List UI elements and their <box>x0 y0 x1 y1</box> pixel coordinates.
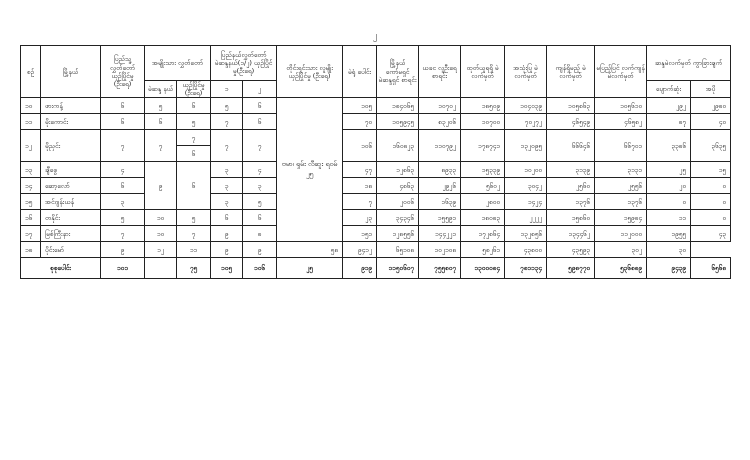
cell-used: ၁၀၄၀၃၉ <box>505 98 547 114</box>
cell-amyotha-2: ၇ <box>177 226 211 242</box>
header-booths: မဲရုံ ပေါင်း <box>343 46 377 98</box>
cell-no: ၁၇ <box>21 226 41 242</box>
header-state: ပြည်နယ်လွှတ်တော် မဲဆန္ဒနယ်(၁/၂) ယှဉ်ပြိုင်မှု(ဦးရေ) <box>211 46 277 81</box>
total-issued: ၁၃၀၀၀၈၄ <box>461 258 505 279</box>
cell-amyotha-2: ၇ <box>177 130 211 146</box>
cell-returned: ၁၅၉၈၄ <box>595 210 647 226</box>
cell-amyotha-2: ၅ <box>177 114 211 130</box>
cell-extra: ၀ <box>691 178 731 194</box>
table-row <box>21 162 731 178</box>
cell-lost: ၀ <box>647 194 691 210</box>
cell-state-1: ၅ <box>211 98 243 114</box>
cell-pyithu: ၇ <box>101 130 145 162</box>
cell-township: ပိုင်းမော် <box>41 242 101 258</box>
cell-township: မိုညှင်း <box>41 130 101 162</box>
cell-remaining: ၁၃၇၆ <box>547 194 595 210</box>
cell-booths: ၁၈ <box>343 178 377 194</box>
cell-booths: ၁၅၁ <box>343 226 377 242</box>
cell-returned: ၄၃၅၉၃ <box>547 242 595 258</box>
cell-state-2: ၇ <box>243 130 277 162</box>
cell-remaining: ၄၃၈၀၀ <box>505 242 547 258</box>
total-label: စုစုပေါင်း <box>21 258 101 279</box>
total-lost: ၉၄၃၉ <box>647 258 691 279</box>
cell-lost: ၁၉၅၅ <box>647 226 691 242</box>
table-row <box>21 114 731 130</box>
total-row <box>21 258 731 279</box>
cell-pyithu: ၆ <box>101 114 145 130</box>
cell-state-1: ၃ <box>211 178 243 194</box>
cell-issued: ၁၇၈၇၄၁ <box>461 130 505 162</box>
header-difference: ဆန္ဒမဲလက်မှတ် ကွာခြားချက် <box>647 46 731 81</box>
cell-state-2: ၉ <box>243 242 277 258</box>
cell-no: ၁၃ <box>21 162 41 178</box>
total-returned: ၅၃၆၈၈၉ <box>595 258 647 279</box>
total-amyotha-1 <box>145 258 177 279</box>
cell-used: ၇၀၂၇၂ <box>505 114 547 130</box>
cell-lost: ၃၃၈၆ <box>647 130 691 162</box>
cell-used: ၂၂၂၂ <box>505 210 547 226</box>
cell-used: ၁၄၂၄ <box>505 194 547 210</box>
cell-ward: ၁၅၅၉၁ <box>419 210 461 226</box>
cell-used: ၁၃၂၈၅၆ <box>505 226 547 242</box>
cell-amyotha-2: ၆ <box>177 98 211 114</box>
total-amyotha-2: ၇၅ <box>177 258 211 279</box>
cell-state-2: ၄ <box>243 162 277 178</box>
cell-extra: ၀ <box>691 210 731 226</box>
election-summary-table <box>20 45 731 279</box>
header-used: အသုံးပြု မဲလက်မှတ် <box>505 46 547 98</box>
table-row <box>21 194 731 210</box>
cell-lost: ၈၇ <box>647 114 691 130</box>
table-row <box>21 98 731 114</box>
cell-amyotha-2: ၅ <box>177 210 211 226</box>
header-extra: အပို <box>691 81 731 98</box>
cell-township: တနိုင်း <box>41 210 101 226</box>
cell-lost: ၁၁ <box>647 210 691 226</box>
cell-pyithu: ၇ <box>101 226 145 242</box>
total-extra: ၆၅၆၈ <box>691 258 731 279</box>
cell-amyotha-2: ၆ <box>177 146 211 162</box>
cell-ward: ၁၁၀၇၉၂ <box>419 130 461 162</box>
cell-township: ချီဖွေ <box>41 162 101 178</box>
cell-voters: ၁၂၈၅၅၆ <box>377 226 419 242</box>
cell-returned: ၂၅၅၆ <box>595 178 647 194</box>
cell-state-1: ၉ <box>211 242 243 258</box>
total-state-1: ၁၀၅ <box>211 258 243 279</box>
total-ethnic: ၂၅ <box>277 258 343 279</box>
cell-no: ၁၀ <box>21 98 41 114</box>
header-township: မြို့နယ် <box>41 46 101 98</box>
cell-township: မြစ်ကြီးနား <box>41 226 101 242</box>
cell-issued: ၁၇၂၈၆၄ <box>461 226 505 242</box>
cell-pyithu: ၉ <box>101 242 145 258</box>
header-lost: ပျောက်ဆုံး <box>647 81 691 98</box>
cell-extra: ၀ <box>691 194 731 210</box>
cell-state-1: ၃ <box>211 194 243 210</box>
cell-amyotha-2: ၁၁ <box>177 242 211 258</box>
total-used: ၇၈၁၁၃၄ <box>505 258 547 279</box>
header-state-2: ၂ <box>243 81 277 98</box>
cell-no: ၁၈ <box>21 242 41 258</box>
cell-state-1: ၇ <box>211 130 243 162</box>
cell-remaining: ၁၃၄၄၆၂ <box>547 226 595 242</box>
cell-booths: ၁၀၆ <box>343 130 377 162</box>
header-voters: မြို့နယ် ကော်မရှင် မဲဆန္ဒရှင် စာရင်း <box>377 46 419 98</box>
header-returned: မပြည့်ပြင် လက်ကျန် မဲလက်မှတ် <box>595 46 647 98</box>
cell-amyotha-1: ၁၀ <box>145 210 177 226</box>
cell-state-2: ၆ <box>243 114 277 130</box>
table-row <box>21 242 731 258</box>
total-state-2: ၁၀၆ <box>243 258 277 279</box>
total-voters: ၁၁၅၀၆၀၇ <box>377 258 419 279</box>
cell-used: ၁၀၂၀၀ <box>505 162 547 178</box>
cell-booths: ၁၀၅ <box>343 98 377 114</box>
header-pyithu: ပြည်သူ့ လွှတ်တော် ယှဉ်ပြိုင်မှု (ဦးရေ) <box>101 46 145 98</box>
cell-no: ၁၆ <box>21 210 41 226</box>
cell-extra: ၄၃ <box>691 226 731 242</box>
cell-issued: ၁၅၃၃၉ <box>461 162 505 178</box>
total-pyithu: ၁၀၁ <box>101 258 145 279</box>
cell-remaining: ၁၅၈၆၀ <box>547 210 595 226</box>
header-ethnic: တိုင်းရင်းသား လူမျိုး ယှဉ်ပြိုင်မှု (ဦးရေ) <box>277 46 343 98</box>
cell-issued: ၂၈၀၀ <box>461 194 505 210</box>
cell-booths: ၂၃ <box>343 210 377 226</box>
header-state-1: ၁ <box>211 81 243 98</box>
cell-voters: ၁၆၀၈၂၃ <box>377 130 419 162</box>
cell-remaining: ၆၆၆၄၆ <box>547 130 595 162</box>
cell-voters: ၃၄၃၄၆ <box>377 210 419 226</box>
cell-ward: ၈၃၂၀၆ <box>419 114 461 130</box>
cell-no: ၁၁ <box>21 114 41 130</box>
cell-extra: ၁၅ <box>691 162 731 178</box>
cell-voters: ၂၀၀၆ <box>377 194 419 210</box>
cell-booths: ၇၀ <box>343 114 377 130</box>
cell-remaining: ၄၆၅၄၉ <box>547 114 595 130</box>
cell-returned: ၁၃၇၆ <box>595 194 647 210</box>
cell-extra: ၃၀ <box>647 242 691 258</box>
cell-ward: ၁၄၄၂၂၁ <box>419 226 461 242</box>
cell-used: ၃၀၄၂ <box>505 178 547 194</box>
cell-state-1: ၉ <box>211 226 243 242</box>
cell-returned: ၁၀၅၆၁၀ <box>595 98 647 114</box>
cell-amyotha-2: ၆ <box>177 162 211 210</box>
cell-issued: ၅၆၀၂ <box>461 178 505 194</box>
cell-amyotha-1: ၁၂ <box>145 242 177 258</box>
cell-amyotha-1: ၁၀ <box>145 226 177 242</box>
cell-township: ဖားကန့် <box>41 98 101 114</box>
cell-issued: ၁၈၅၀၉ <box>461 98 505 114</box>
total-remaining: ၅၉၈၇၇၀ <box>547 258 595 279</box>
cell-returned: ၆၆၇၀၁ <box>595 130 647 162</box>
header-remaining: ကျန်ရှိမည့် မဲလက်မှတ် <box>547 46 595 98</box>
cell-state-1: ၃ <box>211 162 243 178</box>
header-amyotha-candidates: ယှဉ်ပြိုင်မှု (ဦးရေ) <box>177 81 211 98</box>
cell-ward: ၂၉၂၆ <box>419 178 461 194</box>
cell-voters: ၁၀၅၉၄၅ <box>377 114 419 130</box>
cell-amyotha-1: ၉ <box>145 162 177 210</box>
cell-pyithu: ၅ <box>101 210 145 226</box>
cell-pyithu: ၃ <box>101 194 145 210</box>
cell-voters: ၁၂၈၆၃ <box>377 162 419 178</box>
cell-amyotha-1: ၅ <box>145 98 177 114</box>
table-row <box>21 226 731 242</box>
cell-issued: ၁၈၀၈၃ <box>461 210 505 226</box>
table-row <box>21 210 731 226</box>
cell-state-1: ၆ <box>211 210 243 226</box>
cell-pyithu: ၄ <box>101 162 145 178</box>
header-amyotha: အမျိုးသား လွှတ်တော် <box>145 46 211 81</box>
cell-voters: ၁၈၄၀၆၅ <box>377 98 419 114</box>
cell-lost: ၂၅ <box>647 162 691 178</box>
cell-lost: ၃၀၂ <box>595 242 647 258</box>
header-issued: ထုတ်ယူရရှိ မဲလက်မှတ် <box>461 46 505 98</box>
cell-issued: ၁၀၂၁၀၈ <box>419 242 461 258</box>
cell-state-1: ၇ <box>211 114 243 130</box>
cell-ward: ၈၉၃၃ <box>419 162 461 178</box>
cell-remaining: ၃၁၃၉ <box>547 162 595 178</box>
table-row <box>21 178 731 194</box>
cell-returned: ၄၆၅၈၂ <box>595 114 647 130</box>
cell-lost: ၂၉၂ <box>647 98 691 114</box>
table-row <box>21 130 731 146</box>
cell-used: ၁၃၂၀၉၅ <box>505 130 547 162</box>
cell-no: ၁၅ <box>21 194 41 210</box>
cell-remaining: ၁၀၅၈၆၃ <box>547 98 595 114</box>
cell-pyithu: ၆ <box>101 98 145 114</box>
cell-issued: ၁၀၇၀၀ <box>461 114 505 130</box>
cell-booths: ၇ <box>343 194 377 210</box>
cell-state-2: ၆ <box>243 98 277 114</box>
cell-state-2: ၆ <box>243 210 277 226</box>
cell-voters: ၄၈၆၃ <box>377 178 419 194</box>
page-number: ၂ <box>372 31 378 41</box>
cell-state-2: ၃ <box>243 178 277 194</box>
cell-ward: ၁၀၇၀၂ <box>419 98 461 114</box>
cell-ward: ၁၆၃၉ <box>419 194 461 210</box>
cell-amyotha-1: ၇ <box>145 130 177 162</box>
total-booths: ၉၁၉ <box>343 258 377 279</box>
cell-returned: ၃၁၃၁ <box>595 162 647 178</box>
cell-extra: ၂၉၈၀ <box>691 98 731 114</box>
cell-remaining: ၂၅၆၀ <box>547 178 595 194</box>
cell-no: ၁၂ <box>21 130 41 162</box>
cell-state-2: ၈ <box>243 226 277 242</box>
cell-township: အင်ဂျန်းယန် <box>41 194 101 210</box>
header-ward: ယခင လူဦးရေ စာရင်း <box>419 46 461 98</box>
cell-pyithu: ၆ <box>101 178 145 194</box>
cell-ward: ၆၅၁၀၈ <box>377 242 419 258</box>
cell-no: ၁၄ <box>21 178 41 194</box>
cell-township: ဆော့လော် <box>41 178 101 194</box>
cell-voters: ၉၄၁၂ <box>343 242 377 258</box>
cell-amyotha-1: ၆ <box>145 114 177 130</box>
cell-booths: ၄၇ <box>343 162 377 178</box>
total-ward: ၇၅၅၈၀၇ <box>419 258 461 279</box>
cell-extra: ၄၀ <box>691 114 731 130</box>
cell-state-2: ၅ <box>243 194 277 210</box>
cell-used: ၅၈၂၆၁ <box>461 242 505 258</box>
header-no: စဉ် <box>21 46 41 98</box>
cell-booths: ၅၈ <box>277 242 343 258</box>
cell-lost: ၂၀ <box>647 178 691 194</box>
header-amyotha-constituency: မဲဆန္ဒ နယ် <box>145 81 177 98</box>
cell-extra: ၃၆၃၅ <box>691 130 731 162</box>
cell-township: မိုးကောင်း <box>41 114 101 130</box>
cell-returned: ၁၁၂၀၀၀ <box>595 226 647 242</box>
cell-ethnic-merged: ဗမာ၊ ရှမ်း လီဆူး ရဝမ် ၂၅ <box>277 98 343 242</box>
